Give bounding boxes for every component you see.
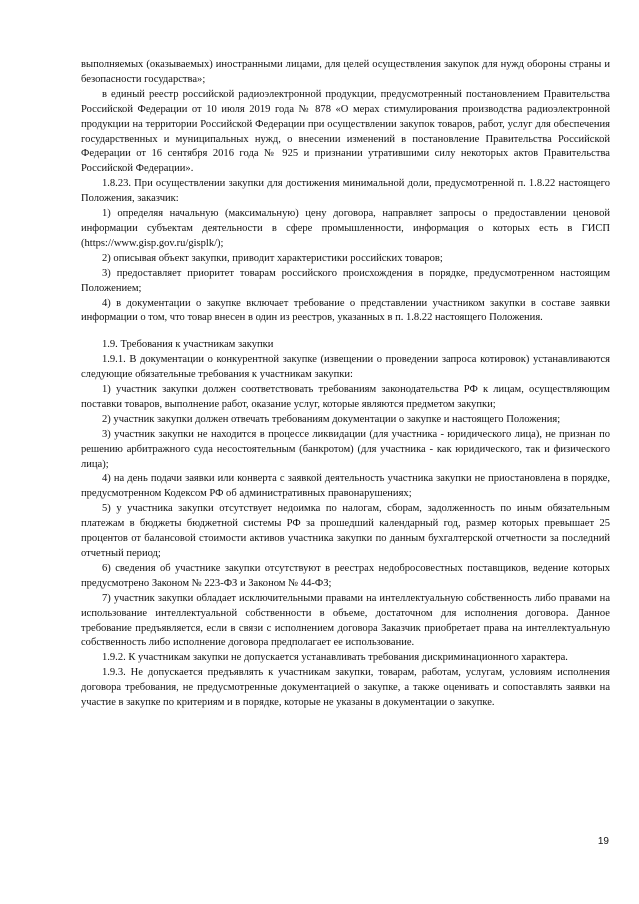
paragraph: 4) на день подачи заявки или конверта с заявкой деятельность участника закупки не приостановлена в порядке, предусмотренном Кодексом РФ об административных правонарушениях; — [81, 473, 610, 500]
paragraph: 1.9.2. К участникам закупки не допускается устанавливать требования дискриминационного характера. — [102, 652, 568, 664]
paragraph: 5) у участника закупки отсутствует недоимка по налогам, сборам, задолженность по иным обязательным платежам в бюджеты бюджетной системы РФ за прошедший календарный год, размер которых превышает 25 процентов от балансовой стоимости активов участника закупки по данным бухгалтерской отчетности за последний отчетный период; — [81, 503, 610, 559]
paragraph: 6) сведения об участнике закупки отсутствуют в реестрах недобросовестных поставщиков, ведение которых предусмотрено Законом № 223-ФЗ и Законом № 44-ФЗ; — [81, 562, 610, 589]
paragraph: 2) описывая объект закупки, приводит характеристики российских товаров; — [102, 252, 443, 264]
paragraph: 1) определяя начальную (максимальную) цену договора, направляет запросы о предоставлении ценовой информации субъектам деятельности в сфере промышленности, информация о которых есть в ГИСП (https://www.gisp.gov.ru/gisplk/); — [81, 208, 610, 249]
paragraph: 1.9. Требования к участникам закупки — [102, 339, 274, 351]
paragraph: 3) предоставляет приоритет товарам российского происхождения в порядке, предусмотренном настоящим Положением; — [81, 267, 610, 294]
paragraph: в единый реестр российской радиоэлектронной продукции, предусмотренный постановлением Правительства Российской Федерации от 10 июля 2019 года № 878 «О мерах стимулирования производства радиоэлектронной продукции на территории Российской Федерации при осуществлении закупок товаров, работ, услуг для обеспечения государственных и муниципальных нужд, о внесении изменений в постановление Правительства Российской Федерации от 16 сентября 2016 года № 925 и признании утратившими силу некоторых актов Правительства Российской Федерации». — [81, 88, 610, 175]
paragraph: 1.9.3. Не допускается предъявлять к участникам закупки, товарам, работам, услугам, условиям исполнения договора требования, не предусмотренные документацией о закупке, а также оценивать и сопоставлять заявки на участие в закупке по критериям и в порядке, которые не указаны в документации о закупке. — [81, 667, 610, 709]
page-number: 19 — [597, 836, 609, 847]
paragraph: 3) участник закупки не находится в процессе ликвидации (для участника - юридического лица), не признан по решению арбитражного суда несостоятельным (банкротом) (для участника - как юридического, так и физического лица); — [81, 428, 610, 470]
paragraph: 4) в документации о закупке включает требование о представлении участником закупки в составе заявки информации о том, что товар внесен в один из реестров, указанных в п. 1.8.22 настоящего Положения. — [81, 297, 610, 324]
paragraph: 2) участник закупки должен отвечать требованиям документации о закупке и настоящего Положения; — [102, 413, 561, 425]
paragraph: 7) участник закупки обладает исключительными правами на интеллектуальную собственность либо правами на использование интеллектуальной собственности в объеме, достаточном для исполнения договора. Данное требование предъявляется, если в связи с исполнением договора Заказчик приобретает права на интеллектуальную собственность либо исполнение договора предполагает ее использование. — [81, 592, 610, 649]
paragraph-gap — [81, 326, 610, 338]
document-body — [81, 58, 610, 711]
paragraph: 1) участник закупки должен соответствовать требованиям законодательства РФ к лицам, осуществляющим поставки товаров, выполнение работ, оказание услуг, которые являются предметом закупки; — [81, 384, 610, 410]
paragraph: выполняемых (оказываемых) иностранными лицами, для целей осуществления закупок для нужд обороны страны и безопасности государства»; — [81, 59, 610, 85]
paragraph: 1.8.23. При осуществлении закупки для достижения минимальной доли, предусмотренной п. 1.8.22 настоящего Положения, заказчик: — [81, 178, 610, 205]
paragraph: 1.9.1. В документации о конкурентной закупке (извещении о проведении запроса котировок) устанавливаются следующие обязательные требования к участникам закупки: — [81, 354, 610, 381]
